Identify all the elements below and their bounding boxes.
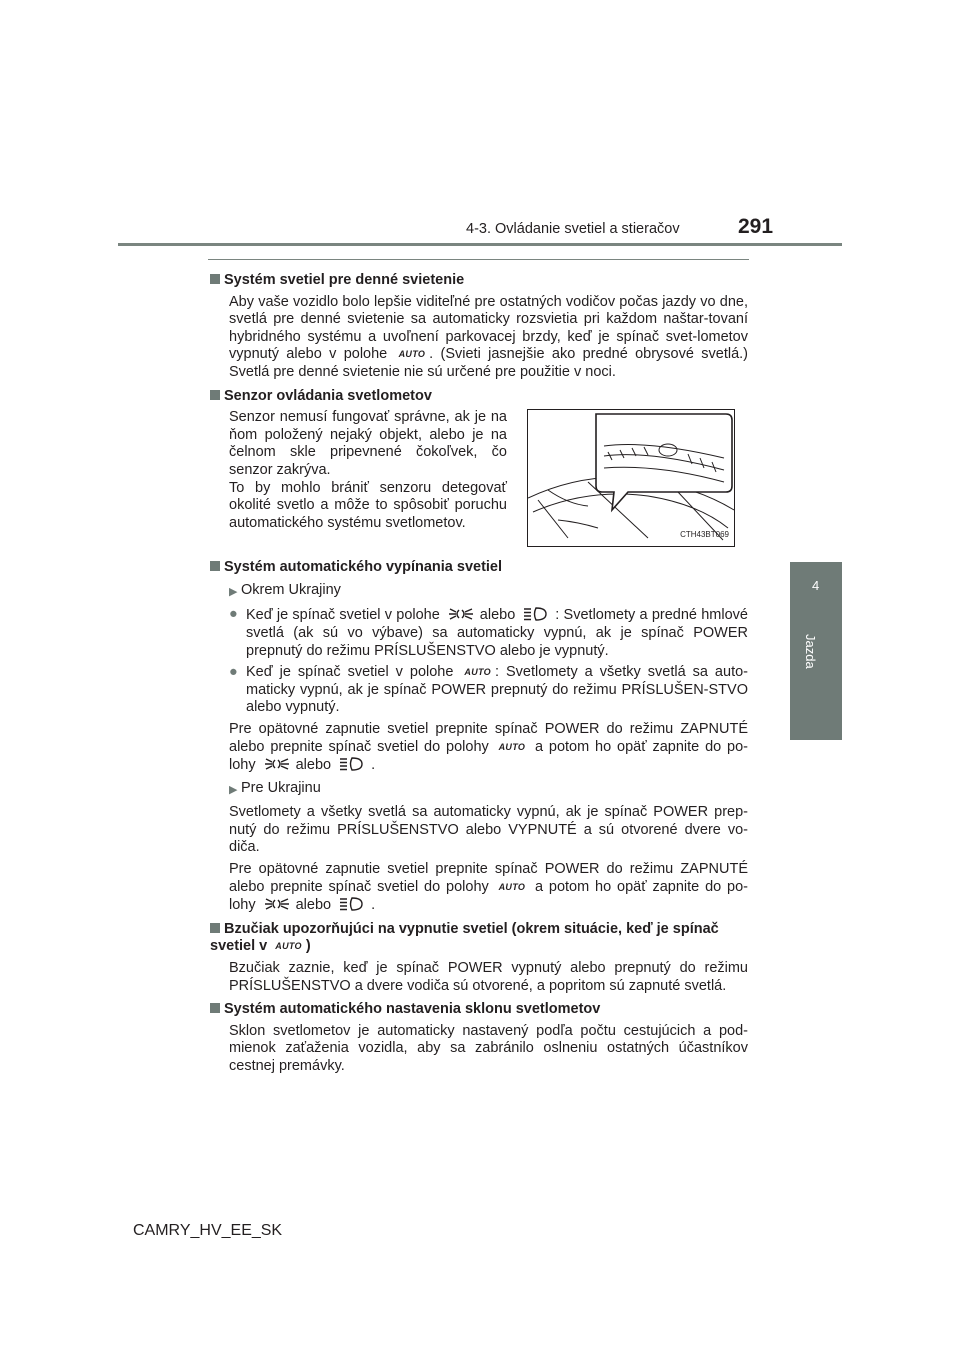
headlight-icon [521, 606, 549, 622]
bullet-item: ● Keď je spínač svetiel v polohe AUTO : Svetlomety a všetky svetlá sa auto-maticky vypnú, ak je spínač POWER prepnutý do režimu PRÍSLUŠEN-STVO alebo vypnutý. [229, 664, 748, 716]
running-header-section: 4-3. Ovládanie svetiel a stieračov [466, 221, 680, 237]
subheading-ukraine: ▶ Pre Ukrajinu [210, 780, 748, 800]
header-rule [118, 243, 842, 246]
paragraph: Svetlomety a všetky svetlá sa automaticky vypnú, ak je spínač POWER prep-nutý do režimu PRÍSLUŠENSTVO alebo VYPNUTÉ a sú otvorené dvere vo-diča. [229, 804, 748, 856]
square-bullet-icon [210, 1003, 220, 1013]
chapter-label: Jazda [803, 634, 818, 669]
square-bullet-icon [210, 390, 220, 400]
auto-icon: AUTO [275, 941, 302, 952]
section-auto-leveling-body [210, 1023, 748, 1076]
content-top-rule [208, 259, 749, 260]
page-content [210, 266, 748, 1080]
auto-icon: AUTO [398, 349, 426, 360]
section-auto-light-off-body [210, 721, 748, 775]
heading-light-sensor: Senzor ovládania svetlometov [210, 388, 748, 406]
heading-auto-leveling: Systém automatického nastavenia sklonu svetlometov [210, 1001, 748, 1019]
tail-light-icon [262, 896, 290, 912]
tail-light-icon [262, 756, 290, 772]
paragraph: To by mohlo brániť senzoru detegovať okolité svetlo a môže to spôsobiť poruchu automatického systému svetlometov. [229, 479, 507, 531]
heading-lights-on-buzzer: Bzučiak upozorňujúci na vypnutie svetiel (okrem situácie, keď je spínač svetiel v AUTO ) [210, 920, 719, 955]
heading-auto-light-off: Systém automatického vypínania svetiel [210, 559, 748, 577]
tail-light-icon [446, 606, 474, 622]
auto-icon: AUTO [498, 881, 526, 892]
auto-icon: AUTO [498, 741, 526, 752]
bullet-item: ● Keď je spínač svetiel v polohe alebo : Svetlomety a predné hmlové svetlá (ak sú vo výbave) sa automaticky vypnú, ak je spínač POWER prepnutý do režimu PRÍSLUŠENSTVO alebo je vypnutý. [229, 606, 748, 659]
circle-bullet-icon: ● [229, 664, 238, 681]
section-daytime-running-lights [210, 294, 748, 382]
paragraph: Aby vaše vozidlo bolo lepšie viditeľné pre ostatných vodičov počas jazdy vo dne, svetlá pre denné svietenie sa automaticky rozsvietia pri každom naštar-tovaní hybridného systému a uvoľnení parkovacej brzdy, keď je spínač svet-lometov vypnutý alebo v polohe AUTO . (Svieti jasnejšie ako predné obrysové svetlá.) Svetlá pre denné svietenie nie sú určené pre použitie v noci. [229, 293, 749, 380]
section-ukraine-body [210, 804, 748, 915]
circle-bullet-icon: ● [229, 606, 238, 623]
figure-code: CTH43BT069 [680, 529, 729, 539]
square-bullet-icon [210, 274, 220, 284]
paragraph: Bzučiak zaznie, keď je spínač POWER vypnutý alebo prepnutý do režimu PRÍSLUŠENSTVO a dvere vodiča sú otvorené, a popritom sú zapnuté svetlá. [229, 960, 748, 994]
section-buzzer-body [210, 960, 748, 995]
subheading-except-ukraine: ▶ Okrem Ukrajiny [210, 582, 748, 602]
paragraph: Pre opätovné zapnutie svetiel prepnite spínač POWER do režimu ZAPNUTÉ alebo prepnite spínač svetiel do polohy AUTO a potom ho opäť zapnite do po-lohy alebo . [229, 861, 749, 914]
heading-daytime-running-lights: Systém svetiel pre denné svietenie [210, 272, 748, 290]
sensor-text [229, 409, 507, 547]
chapter-number: 4 [812, 578, 820, 593]
auto-icon: AUTO [464, 667, 491, 678]
paragraph: Sklon svetlometov je automaticky nastavený podľa počtu cestujúcich a pod-mienok zaťaženia vozidla, aby sa zabránilo oslneniu ostatných účastníkov cestnej premávky. [229, 1022, 748, 1074]
page-number: 291 [738, 215, 774, 238]
triangle-bullet-icon: ▶ [229, 783, 238, 796]
section-light-sensor [210, 409, 748, 547]
sensor-illustration [527, 409, 735, 547]
square-bullet-icon [210, 923, 220, 933]
paragraph: Pre opätovné zapnutie svetiel prepnite spínač POWER do režimu ZAPNUTÉ alebo prepnite spínač svetiel do polohy AUTO a potom ho opäť zapnite do po-lohy alebo . [229, 720, 749, 774]
document-code: CAMRY_HV_EE_SK [133, 1222, 283, 1239]
paragraph: Senzor nemusí fungovať správne, ak je na ňom položený nejaký objekt, alebo je na čelnom skle pripevnené čokoľvek, čo senzor zakrýva. [229, 409, 507, 478]
square-bullet-icon [210, 561, 220, 571]
headlight-icon [337, 896, 365, 912]
headlight-icon [337, 756, 365, 772]
triangle-bullet-icon: ▶ [229, 585, 238, 598]
